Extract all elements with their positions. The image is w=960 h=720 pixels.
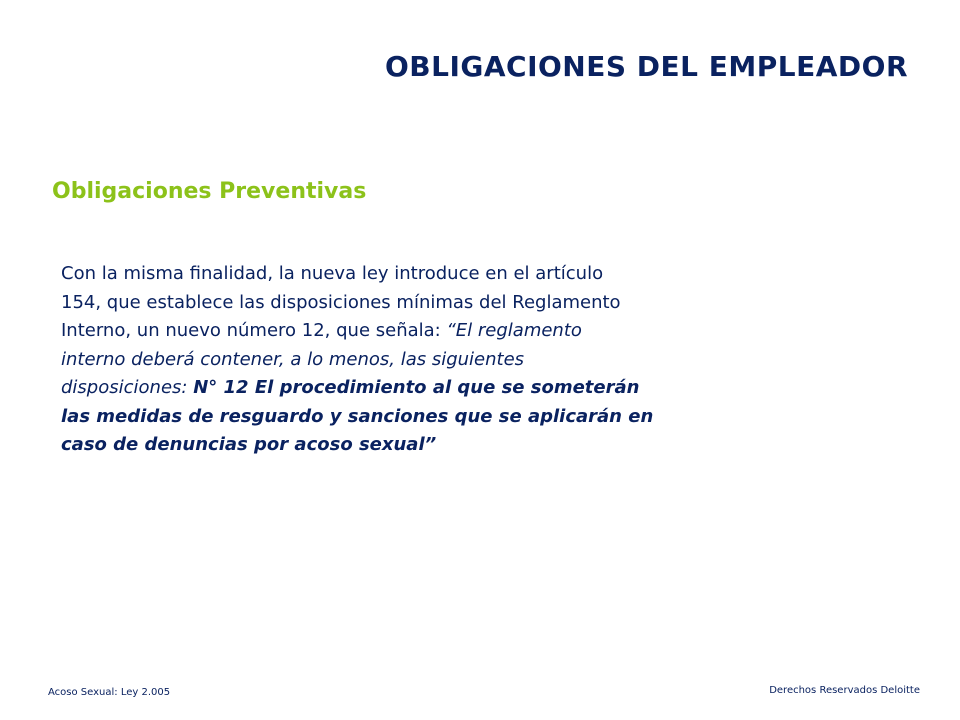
slide-title: OBLIGACIONES DEL EMPLEADOR: [384, 50, 908, 83]
footer-left-text: Acoso Sexual: Ley 2.005: [48, 687, 171, 698]
body-line-5: [61, 374, 861, 403]
body-line-3: [61, 317, 861, 346]
body-line-7: [61, 431, 861, 460]
quote-bold-run: las medidas de resguardo y sanciones que se aplicarán en: [61, 405, 654, 427]
quote-italic-run: interno deberá contener, a lo menos, las siguientes: [61, 348, 525, 370]
body-paragraph: [61, 260, 861, 460]
quote-bold-run: caso de denuncias por acoso sexual”: [61, 434, 437, 455]
body-line-2: [61, 289, 861, 318]
footer-right-text: Derechos Reservados Deloitte: [769, 685, 920, 696]
body-line-1: [61, 260, 861, 289]
quote-italic-run: disposiciones:: [61, 377, 194, 398]
body-text-run: 154, que establece las disposiciones mínimas del Reglamento: [61, 291, 621, 313]
quote-bold-run: N° 12 El procedimiento al que se someterán: [193, 377, 640, 398]
section-heading: Obligaciones Preventivas: [52, 179, 367, 204]
body-line-4: [61, 346, 861, 375]
body-text-run: Con la misma finalidad, la nueva ley introduce en el artículo: [61, 263, 604, 284]
quote-italic-run: “El reglamento: [446, 320, 582, 341]
body-text-run: Interno, un nuevo número 12, que señala:: [61, 320, 447, 341]
body-line-6: [61, 403, 861, 432]
